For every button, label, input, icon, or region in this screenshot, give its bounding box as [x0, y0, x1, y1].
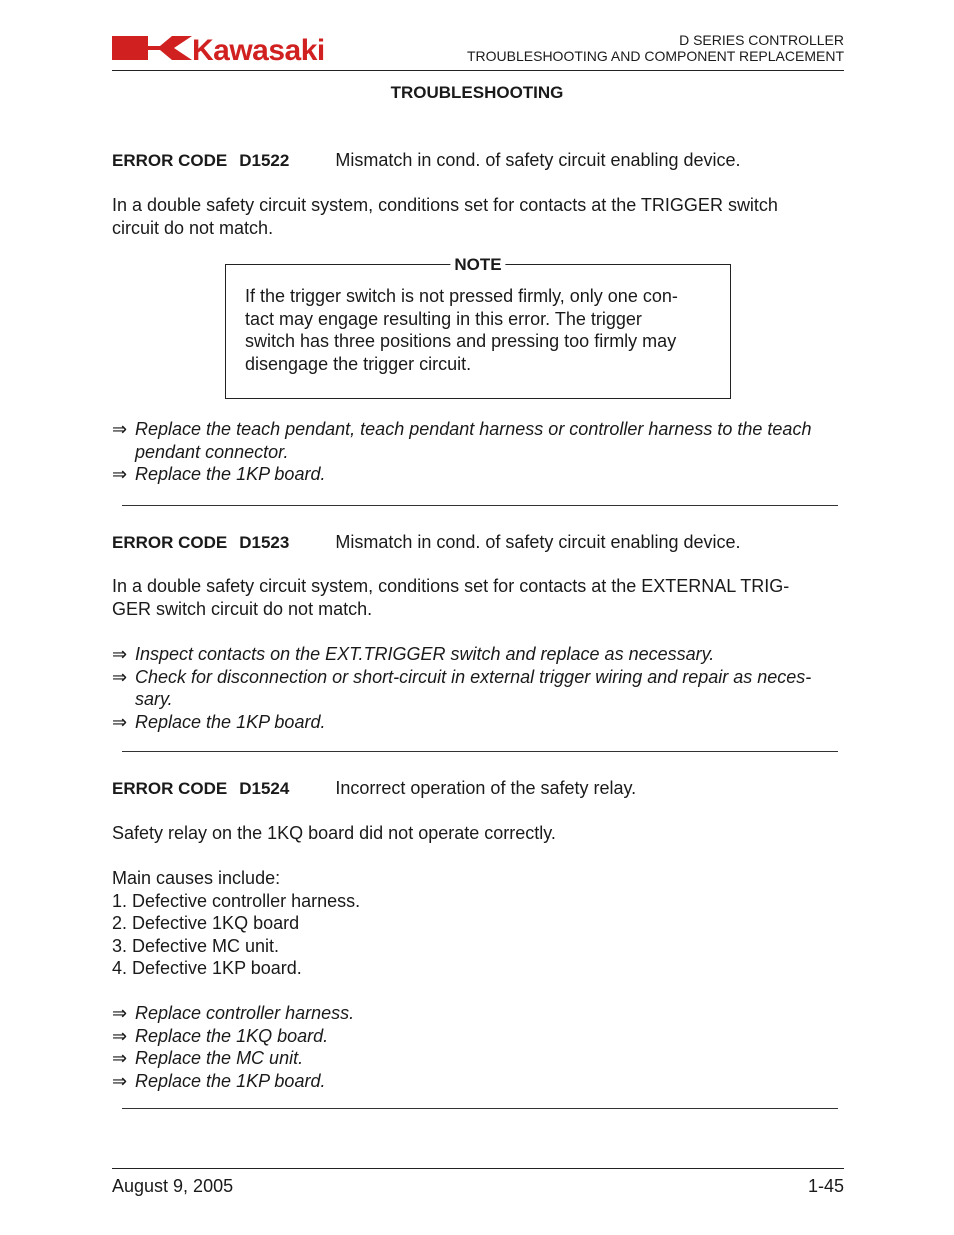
action-list-d1522	[112, 418, 852, 486]
action-item	[112, 1025, 852, 1048]
action-item-continued: pendant connector.	[135, 441, 289, 462]
body-line: In a double safety circuit system, conditions set for contacts at the TRIGGER switch	[112, 195, 778, 215]
action-text: Check for disconnection or short-circuit in external trigger wiring and repair as neces-	[135, 666, 812, 687]
error-code-label: ERROR CODE	[112, 151, 228, 170]
action-text: Replace the 1KP board.	[135, 711, 326, 732]
note-line: switch has three positions and pressing too firmly may	[245, 331, 677, 351]
cause-item: 1. Defective controller harness.	[112, 890, 361, 911]
arrow-icon: ⇒	[112, 666, 128, 687]
note-box	[225, 255, 731, 399]
error-heading-d1524	[112, 777, 844, 801]
action-item	[112, 1070, 852, 1093]
action-text: Inspect contacts on the EXT.TRIGGER switch and replace as necessary.	[135, 644, 715, 664]
error-heading-d1523	[112, 531, 844, 555]
error-description: Mismatch in cond. of safety circuit enabling device.	[335, 532, 741, 552]
error-description: Incorrect operation of the safety relay.	[335, 778, 637, 798]
error-code: D1523	[239, 533, 290, 552]
note-title: NOTE	[450, 255, 505, 275]
note-line: tact may engage resulting in this error. The trigger	[245, 308, 642, 329]
separator-line	[122, 1108, 838, 1109]
kawasaki-logo-icon	[112, 33, 390, 63]
body-line: circuit do not match.	[112, 217, 274, 238]
action-item	[112, 711, 852, 734]
header-series: D SERIES CONTROLLER	[679, 32, 844, 48]
causes-title: Main causes include:	[112, 868, 281, 888]
separator-line	[122, 505, 838, 506]
error-code-label: ERROR CODE	[112, 779, 228, 798]
cause-item: 2. Defective 1KQ board	[112, 913, 300, 933]
arrow-icon: ⇒	[112, 1025, 128, 1046]
action-item	[112, 666, 852, 689]
arrow-icon: ⇒	[112, 1048, 128, 1068]
arrow-icon: ⇒	[112, 644, 128, 664]
body-line: GER switch circuit do not match.	[112, 598, 373, 619]
error-code: D1522	[239, 151, 290, 170]
arrow-icon: ⇒	[112, 1003, 128, 1023]
action-item	[112, 643, 852, 666]
section-title: TROUBLESHOOTING	[390, 83, 564, 102]
page-number: 1-45	[807, 1176, 844, 1196]
action-item	[112, 463, 852, 486]
arrow-icon: ⇒	[112, 419, 128, 439]
action-list-d1524	[112, 1002, 852, 1092]
note-line: disengage the trigger circuit.	[245, 353, 472, 374]
svg-text:Kawasaki: Kawasaki	[192, 34, 325, 63]
action-item-continued: sary.	[135, 689, 173, 709]
separator-line	[122, 751, 838, 752]
action-text: Replace the 1KP board.	[135, 464, 326, 484]
footer-date: August 9, 2005	[112, 1176, 234, 1196]
error-heading-d1522	[112, 149, 844, 173]
action-text: Replace controller harness.	[135, 1003, 355, 1023]
action-text: Replace the teach pendant, teach pendant harness or controller harness to the teach	[135, 419, 812, 439]
action-text: Replace the MC unit.	[135, 1048, 304, 1068]
causes-list	[112, 867, 844, 980]
action-text: Replace the 1KQ board.	[135, 1025, 329, 1046]
cause-item: 3. Defective MC unit.	[112, 935, 280, 956]
action-list-d1523	[112, 643, 852, 733]
error-body-d1522	[112, 194, 844, 239]
kawasaki-logo	[112, 33, 390, 63]
footer-rule	[112, 1168, 844, 1169]
error-body-d1523	[112, 575, 844, 620]
header-rule	[112, 70, 844, 71]
error-description: Mismatch in cond. of safety circuit enabling device.	[335, 150, 741, 170]
note-text	[245, 285, 715, 375]
error-code-label: ERROR CODE	[112, 533, 228, 552]
arrow-icon: ⇒	[112, 1070, 128, 1091]
cause-item: 4. Defective 1KP board.	[112, 958, 302, 978]
body-line: In a double safety circuit system, conditions set for contacts at the EXTERNAL TRIG-	[112, 576, 790, 596]
error-code: D1524	[239, 779, 290, 798]
action-item	[112, 418, 852, 441]
arrow-icon: ⇒	[112, 711, 128, 732]
header-chapter: TROUBLESHOOTING AND COMPONENT REPLACEMENT	[466, 48, 844, 64]
action-item	[112, 1002, 852, 1025]
arrow-icon: ⇒	[112, 464, 128, 484]
action-text: Replace the 1KP board.	[135, 1070, 326, 1091]
action-item	[112, 1047, 852, 1070]
error-body-d1524: Safety relay on the 1KQ board did not operate correctly.	[112, 823, 556, 843]
note-line: If the trigger switch is not pressed firmly, only one con-	[245, 286, 678, 306]
